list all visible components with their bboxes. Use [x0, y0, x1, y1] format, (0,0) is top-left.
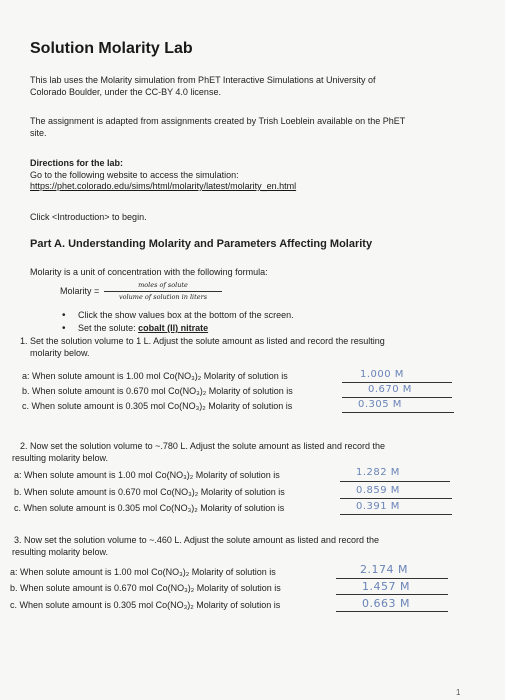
molarity-definition: Molarity is a unit of concentration with the following formula:	[30, 267, 268, 277]
q2-row-b-answer-line	[340, 498, 452, 499]
q1-row-c-answer: 0.305 M	[358, 399, 402, 410]
formula-label: Molarity =	[60, 286, 100, 296]
q3-row-b-answer-line	[336, 594, 448, 595]
q2-row-a-answer: 1.282 M	[356, 467, 400, 478]
directions-goto: Go to the following website to access the simulation:	[30, 170, 239, 180]
q3-row-c-answer: 0.663 M	[362, 597, 410, 610]
directions-click: Click <Introduction> to begin.	[30, 212, 147, 222]
q1-row-c-answer-line	[342, 412, 454, 413]
q1-row-a-answer-line	[342, 382, 452, 383]
page-title: Solution Molarity Lab	[30, 40, 193, 57]
solute-name: cobalt (II) nitrate	[138, 323, 209, 333]
q3-prompt-1: 3. Now set the solution volume to ~.460 L. Adjust the solute amount as listed and record the	[14, 535, 379, 545]
intro-line-1: This lab uses the Molarity simulation from PhET Interactive Simulations at University of	[30, 75, 376, 85]
q1-row-c-text: c. When solute amount is 0.305 mol Co(NO₃)₂ Molarity of solution is	[22, 401, 293, 411]
page-number: 1	[456, 688, 461, 697]
bullet-1	[62, 309, 294, 322]
q3-row-c-answer-line	[336, 611, 448, 612]
q3-row-a-text: a: When solute amount is 1.00 mol Co(NO₃)₂ Molarity of solution is	[10, 567, 276, 577]
q3-prompt-2: resulting molarity below.	[12, 547, 109, 557]
intro-line-2: Colorado Boulder, under the CC-BY 4.0 license.	[30, 87, 221, 97]
q1-row-a-text: a: When solute amount is 1.00 mol Co(NO₃)₂ Molarity of solution is	[22, 371, 288, 381]
q2-row-a-answer-line	[340, 481, 450, 482]
q1-row-b-answer-line	[342, 397, 452, 398]
formula-denominator: volume of solution in liters	[118, 293, 208, 301]
q1-prompt-1: 1. Set the solution volume to 1 L. Adjust the solute amount as listed and record the resulting	[20, 336, 385, 346]
formula-numerator: moles of solute	[138, 281, 188, 289]
adapted-line-1: The assignment is adapted from assignments created by Trish Loeblein available on the PhET	[30, 116, 406, 126]
q3-row-c-text: c. When solute amount is 0.305 mol Co(NO₃)₂ Molarity of solution is	[10, 600, 281, 610]
q2-row-c-answer: 0.391 M	[356, 501, 400, 512]
bullet-1-text: Click the show values box at the bottom of the screen.	[78, 310, 294, 320]
q1-row-a-answer: 1.000 M	[360, 369, 404, 380]
q1-prompt-2: molarity below.	[30, 348, 90, 358]
simulation-link[interactable]: https://phet.colorado.edu/sims/html/molarity/latest/molarity_en.html	[30, 181, 297, 191]
q1-row-b-answer: 0.670 M	[368, 384, 412, 395]
q2-prompt-2: resulting molarity below.	[12, 453, 109, 463]
bullet-dot: •	[62, 310, 66, 321]
formula-fraction-bar	[104, 291, 222, 292]
q3-row-b-text: b. When solute amount is 0.670 mol Co(NO₃)₂ Molarity of solution is	[10, 583, 281, 593]
q3-row-a-answer: 2.174 M	[360, 563, 408, 576]
part-a-heading: Part A. Understanding Molarity and Parameters Affecting Molarity	[30, 238, 373, 250]
adapted-line-2: site.	[30, 128, 47, 138]
q2-row-c-answer-line	[340, 514, 452, 515]
q2-row-c-text: c. When solute amount is 0.305 mol Co(NO₃)₂ Molarity of solution is	[14, 503, 285, 513]
q2-row-a-text: a: When solute amount is 1.00 mol Co(NO₃)₂ Molarity of solution is	[14, 470, 280, 480]
bullet-dot: •	[62, 323, 66, 334]
directions-heading: Directions for the lab:	[30, 158, 124, 168]
q2-row-b-text: b. When solute amount is 0.670 mol Co(NO₃)₂ Molarity of solution is	[14, 487, 285, 497]
q2-row-b-answer: 0.859 M	[356, 485, 400, 496]
bullet-2-prefix: Set the solute:	[78, 323, 139, 333]
q3-row-a-answer-line	[336, 578, 448, 579]
bullet-2	[62, 322, 208, 335]
q1-row-b-text: b. When solute amount is 0.670 mol Co(NO₃)₂ Molarity of solution is	[22, 386, 293, 396]
q2-prompt-1: 2. Now set the solution volume to ~.780 L. Adjust the solute amount as listed and record the	[20, 441, 385, 451]
q3-row-b-answer: 1.457 M	[362, 580, 410, 593]
